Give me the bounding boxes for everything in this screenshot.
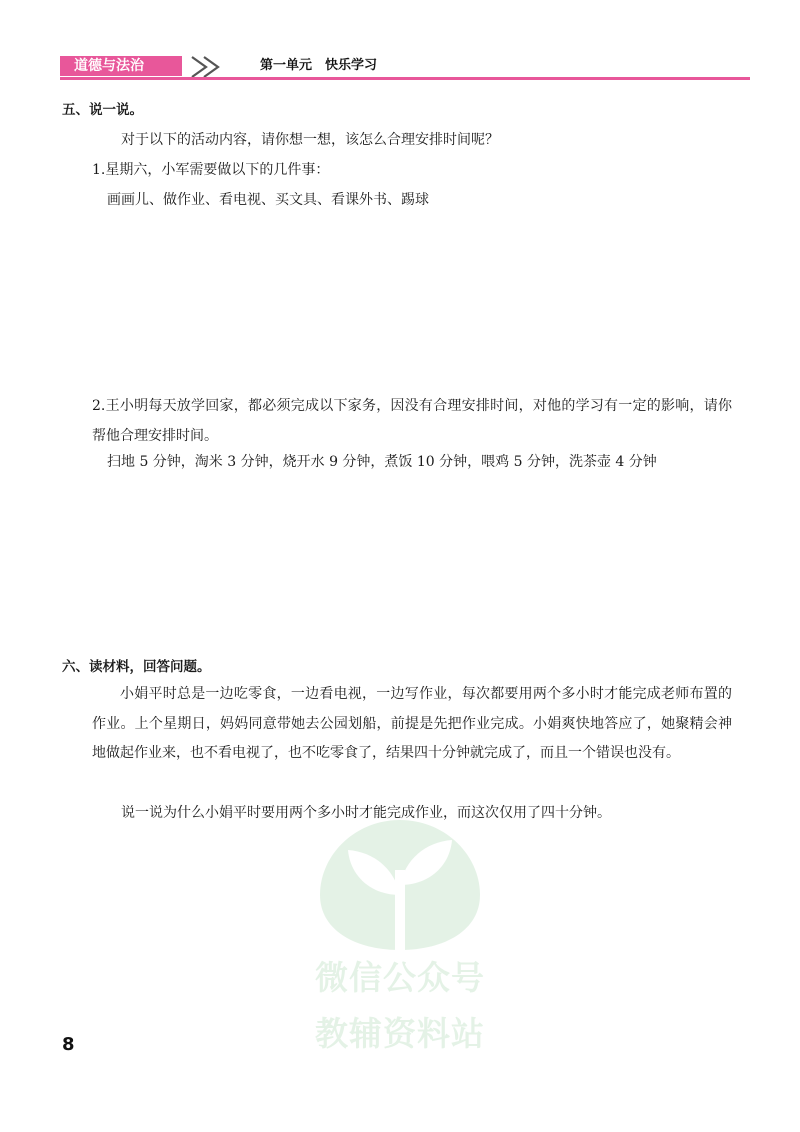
question-1-items: 画画儿、做作业、看电视、买文具、看课外书、踢球 xyxy=(107,192,429,208)
watermark-line1: 微信公众号 xyxy=(315,958,485,997)
subject-tab: 道德与法治 xyxy=(60,56,182,76)
question-2-prompt: 2.王小明每天放学回家，都必须完成以下家务，因没有合理安排时间，对他的学习有一定的影响，请你帮他合理安排时间。 xyxy=(92,398,732,444)
section-5-title: 五、说一说。 xyxy=(62,102,143,118)
question-1-prompt: 1.星期六，小军需要做以下的几件事： xyxy=(92,162,330,178)
reading-material: 小娟平时总是一边吃零食，一边看电视，一边写作业，每次都要用两个多小时才能完成老师布置的作业。上个星期日，妈妈同意带她去公园划船，前提是先把作业完成。小娟爽快地答应了，她聚精会神地做起作业来，也不看电视了，也不吃零食了，结果四十分钟就完成了，而且一个错误也没有。 xyxy=(92,686,732,761)
section-6-title: 六、读材料，回答问题。 xyxy=(62,659,211,675)
section-6-question: 说一说为什么小娟平时要用两个多小时才能完成作业，而这次仅用了四十分钟。 xyxy=(121,805,611,821)
question-2-items: 扫地 5 分钟，淘米 3 分钟，烧开水 9 分钟，煮饭 10 分钟，喂鸡 5 分钟，洗茶壶 4 分钟 xyxy=(107,454,657,470)
watermark-line2: 教辅资料站 xyxy=(315,1014,485,1053)
watermark xyxy=(300,800,500,1060)
page-header xyxy=(60,54,750,80)
unit-title: 第一单元 快乐学习 xyxy=(260,58,378,73)
page-number: 8 xyxy=(62,1034,75,1055)
section-5-intro: 对于以下的活动内容，请你想一想，该怎么合理安排时间呢？ xyxy=(121,132,499,148)
header-rule xyxy=(60,77,750,80)
